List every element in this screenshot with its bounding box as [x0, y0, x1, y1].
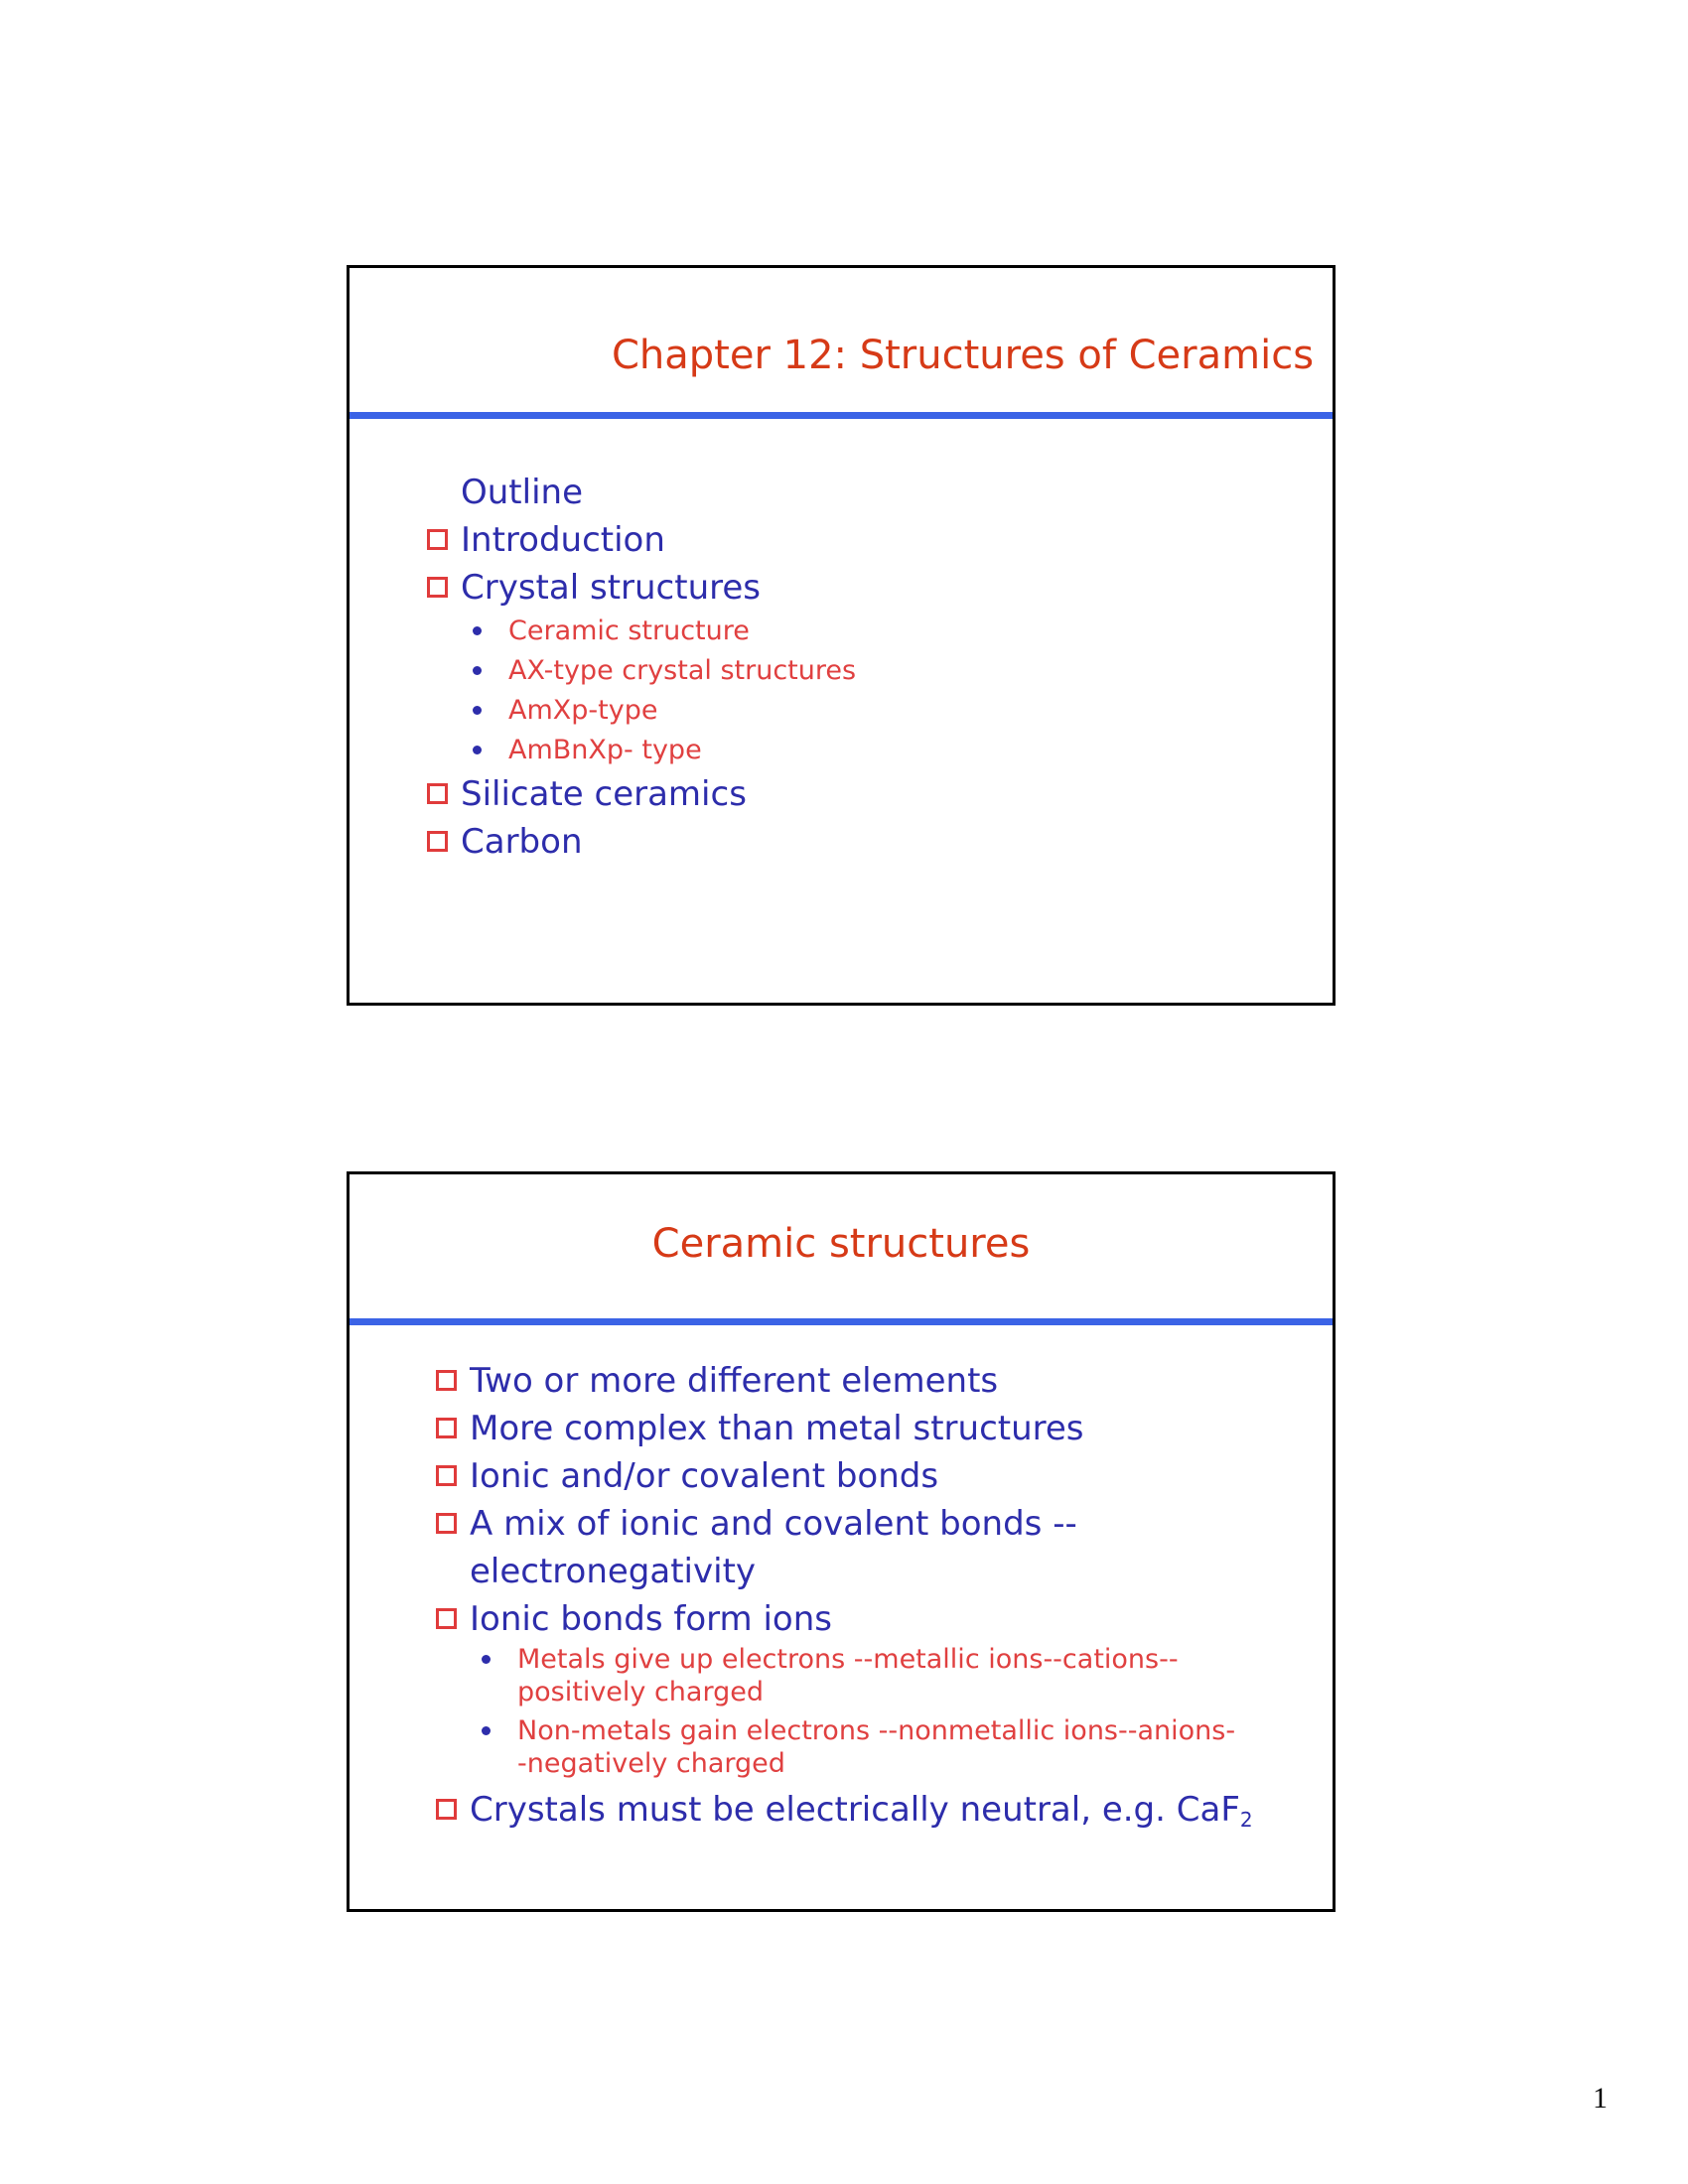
list-item-label: Introduction: [461, 520, 665, 560]
list-item: [436, 1500, 1253, 1595]
sub-list-item-label: AmXp-type: [508, 695, 658, 726]
sub-list-item: [461, 651, 856, 691]
slide-title: [350, 268, 1333, 411]
subscript: 2: [1239, 1808, 1253, 1832]
sub-list-item: [461, 691, 856, 731]
sub-list-item: [470, 1643, 1253, 1708]
list-item: [436, 1595, 1253, 1780]
list-item: [436, 1452, 1253, 1500]
list-item-label: Crystal structures: [461, 568, 761, 608]
checkbox-icon: [436, 1465, 457, 1486]
list-item: [436, 1786, 1253, 1834]
list-item-label: Ionic bonds form ions: [470, 1599, 832, 1639]
checkbox-icon: [436, 1608, 457, 1629]
sub-list-item-label-continuation: -negatively charged: [517, 1748, 785, 1779]
bullet-icon: [473, 706, 482, 715]
sub-list-item-label: Ceramic structure: [508, 615, 750, 646]
sub-list-item-label-continuation: positively charged: [517, 1677, 764, 1707]
list-item: [427, 516, 856, 564]
slide-title: [350, 1174, 1333, 1317]
checkbox-icon: [436, 1799, 457, 1820]
list-item-label: Two or more different elements: [470, 1361, 999, 1401]
sub-list-item-label: Non-metals gain electrons --nonmetallic ions--anions-: [517, 1715, 1236, 1746]
slide-title-text: Ceramic structures: [651, 1221, 1031, 1267]
outline-list: [427, 469, 856, 866]
bullet-icon: [482, 1655, 491, 1664]
list-item-label: Crystals must be electrically neutral, e.g. CaF: [470, 1790, 1240, 1830]
title-rule: [350, 412, 1333, 419]
list-item: [427, 770, 856, 818]
list-item: [427, 818, 856, 866]
slide-2: [347, 1171, 1336, 1912]
list-item-label: A mix of ionic and covalent bonds --: [470, 1504, 1077, 1544]
checkbox-icon: [427, 577, 448, 598]
slide-1: [347, 265, 1336, 1006]
list-item-label: Carbon: [461, 822, 583, 862]
checkbox-icon: [427, 529, 448, 550]
checkbox-icon: [436, 1370, 457, 1391]
sub-list-item-label: AmBnXp- type: [508, 735, 702, 765]
sub-list-item-label: AX-type crystal structures: [508, 655, 857, 686]
sub-list: [461, 612, 856, 770]
bullet-icon: [473, 626, 482, 635]
checkbox-icon: [427, 831, 448, 852]
list-item: [436, 1357, 1253, 1405]
sub-list-item: [461, 612, 856, 651]
page-number: 1: [1593, 2082, 1608, 2115]
list-item-label: Silicate ceramics: [461, 774, 747, 814]
checkbox-icon: [436, 1418, 457, 1438]
checkbox-icon: [427, 783, 448, 804]
bullet-icon: [473, 666, 482, 675]
sub-list-item: [461, 731, 856, 770]
checkbox-icon: [436, 1513, 457, 1534]
list-item: [436, 1405, 1253, 1452]
bullet-list: [436, 1357, 1253, 1834]
slide-title-text: Chapter 12: Structures of Ceramics: [612, 333, 1315, 378]
bullet-icon: [482, 1726, 491, 1735]
sub-list-item-label: Metals give up electrons --metallic ions--cations--: [517, 1644, 1179, 1675]
list-item-label-continuation: electronegativity: [470, 1552, 757, 1591]
list-item: [427, 564, 856, 770]
sub-list-item: [470, 1714, 1253, 1780]
list-item-label: More complex than metal structures: [470, 1409, 1084, 1448]
title-rule: [350, 1318, 1333, 1325]
sub-list: [470, 1643, 1253, 1780]
bullet-icon: [473, 746, 482, 754]
outline-heading: Outline: [461, 473, 584, 512]
list-item-label: Ionic and/or covalent bonds: [470, 1456, 939, 1496]
